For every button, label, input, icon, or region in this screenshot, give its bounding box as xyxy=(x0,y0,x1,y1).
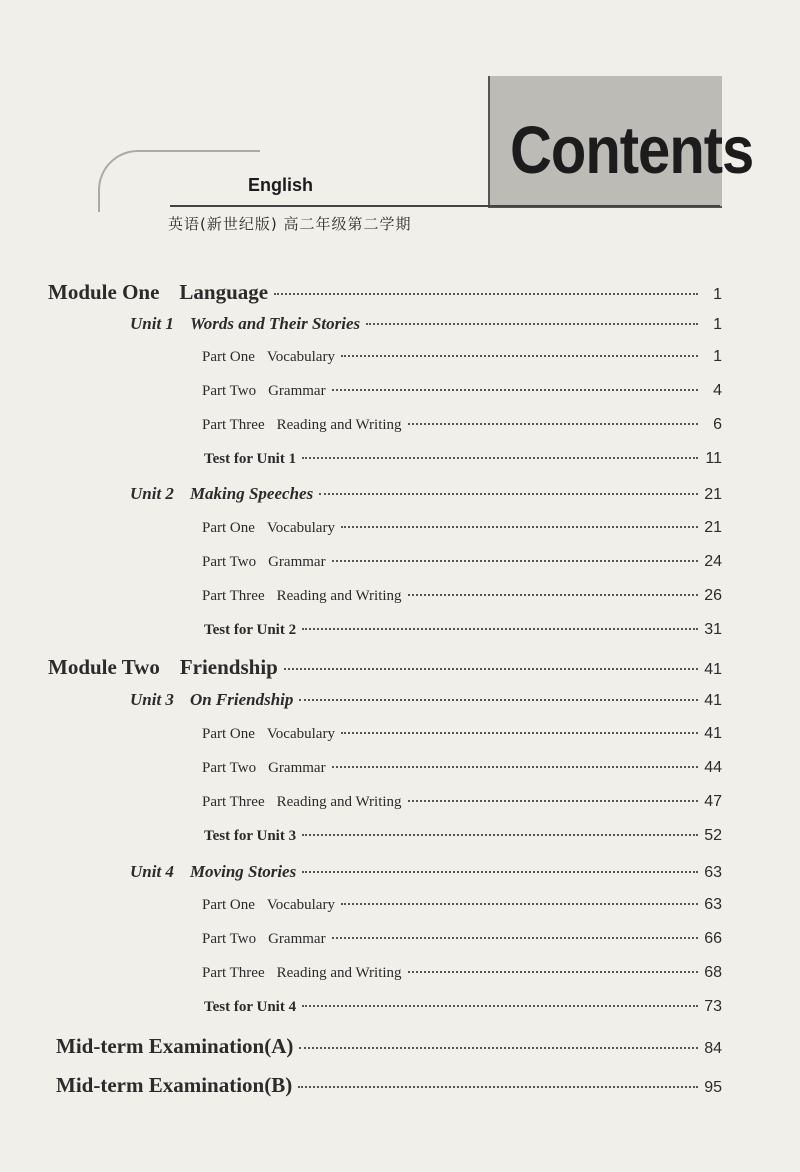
toc-entry-label xyxy=(202,794,402,811)
dot-leader xyxy=(408,971,698,973)
toc-entry-name: Part One xyxy=(202,349,255,365)
page-number: 21 xyxy=(704,519,722,536)
toc-entry-name: Test for Unit 4 xyxy=(204,999,297,1015)
dot-leader xyxy=(408,594,698,596)
dot-leader xyxy=(341,355,698,357)
toc-entry-title: Vocabulary xyxy=(266,349,335,365)
toc-entry-name: Part Three xyxy=(202,417,265,433)
dot-leader xyxy=(302,1005,698,1007)
toc-entry-part xyxy=(202,519,722,537)
toc-entry-label xyxy=(202,520,335,537)
toc-entry-label xyxy=(130,484,313,504)
toc-entry-label xyxy=(202,554,326,571)
toc-entry-unit xyxy=(130,314,722,334)
toc-entry-name: Unit 1 xyxy=(130,314,174,333)
dot-leader xyxy=(298,1086,698,1088)
toc-entry-title: Vocabulary xyxy=(266,520,335,536)
toc-entry-title: Words and Their Stories xyxy=(189,314,361,333)
toc-entry-label xyxy=(130,314,360,334)
toc-entry-label xyxy=(202,897,335,914)
page-title: Contents xyxy=(510,113,754,188)
toc-entry-name: Part Three xyxy=(202,794,265,810)
toc-entry-label xyxy=(202,349,335,366)
toc-entry-name: Unit 3 xyxy=(130,690,174,709)
toc-entry-name: Module Two xyxy=(48,655,160,679)
toc-entry-part xyxy=(202,793,722,811)
toc-entry-title: Reading and Writing xyxy=(276,417,402,433)
toc-entry-label xyxy=(204,622,296,639)
toc-entry-name: Test for Unit 1 xyxy=(204,451,297,467)
toc-entry-exam xyxy=(56,1073,722,1098)
page-number: 68 xyxy=(704,964,722,981)
toc-entry-title: Moving Stories xyxy=(189,862,297,881)
toc-entry-name: Test for Unit 3 xyxy=(204,828,297,844)
toc-entry-name: Part Three xyxy=(202,965,265,981)
toc-entry-test xyxy=(204,998,722,1016)
toc-entry-title: Vocabulary xyxy=(266,726,335,742)
toc-entry-name: Part Two xyxy=(202,554,257,570)
toc-entry-label xyxy=(56,1073,292,1098)
toc-entry-test xyxy=(204,621,722,639)
toc-entry-label xyxy=(48,655,278,680)
toc-entry-name: Mid-term Examination(B) xyxy=(56,1073,293,1097)
toc-entry-label xyxy=(48,280,268,305)
toc-entry-label xyxy=(56,1034,293,1059)
toc-entry-name: Unit 2 xyxy=(130,484,174,503)
toc-entry-label xyxy=(202,760,326,777)
toc-entry-unit xyxy=(130,862,722,882)
toc-entry-label xyxy=(202,588,402,605)
toc-entry-title: Grammar xyxy=(268,931,326,947)
toc-entry-part xyxy=(202,553,722,571)
toc-entry-name: Part Two xyxy=(202,760,257,776)
page-number: 4 xyxy=(713,382,722,399)
page-number: 47 xyxy=(704,793,722,810)
toc-entry-name: Mid-term Examination(A) xyxy=(56,1034,294,1058)
dot-leader xyxy=(302,457,698,459)
toc-entry-label xyxy=(130,690,293,710)
page-number: 1 xyxy=(713,286,722,303)
toc-entry-part xyxy=(202,348,722,366)
toc-entry-test xyxy=(204,450,722,468)
toc-entry-exam xyxy=(56,1034,722,1059)
page-number: 73 xyxy=(704,998,722,1015)
book-subtitle: 英语(新世纪版) 高二年级第二学期 xyxy=(168,215,412,233)
toc-entry-title: Vocabulary xyxy=(266,897,335,913)
toc-entry-label xyxy=(204,999,296,1016)
header-divider xyxy=(170,205,720,207)
page-number: 84 xyxy=(704,1040,722,1057)
toc-entry-title: Grammar xyxy=(268,554,326,570)
subject-label: English xyxy=(248,175,314,195)
toc-entry-part xyxy=(202,382,722,400)
toc-entry-label xyxy=(204,828,296,845)
toc-entry-label xyxy=(202,383,326,400)
toc-entry-title: Reading and Writing xyxy=(276,794,402,810)
toc-entry-module xyxy=(48,655,722,680)
dot-leader xyxy=(319,493,698,495)
toc-entry-title: On Friendship xyxy=(189,690,294,709)
dot-leader xyxy=(341,526,698,528)
dot-leader xyxy=(332,389,698,391)
page-number: 24 xyxy=(704,553,722,570)
dot-leader xyxy=(332,937,698,939)
dot-leader xyxy=(332,560,698,562)
toc-entry-label xyxy=(202,965,402,982)
dot-leader xyxy=(302,834,698,836)
dot-leader xyxy=(341,903,698,905)
toc-entry-part xyxy=(202,587,722,605)
toc-entry-part xyxy=(202,416,722,434)
toc-entry-title: Grammar xyxy=(268,383,326,399)
dot-leader xyxy=(274,293,698,295)
toc-entry-name: Part One xyxy=(202,897,255,913)
toc-entry-label xyxy=(202,417,402,434)
header-decoration xyxy=(98,150,260,212)
toc-entry-label xyxy=(204,451,296,468)
page-number: 44 xyxy=(704,759,722,776)
toc-entry-name: Test for Unit 2 xyxy=(204,622,297,638)
dot-leader xyxy=(302,871,698,873)
page-number: 6 xyxy=(713,416,722,433)
toc-entry-title: Language xyxy=(179,280,269,304)
toc-entry-name: Unit 4 xyxy=(130,862,174,881)
dot-leader xyxy=(302,628,698,630)
toc-entry-part xyxy=(202,930,722,948)
page-header xyxy=(0,0,800,250)
page-number: 41 xyxy=(704,661,722,678)
toc-entry-label xyxy=(130,862,296,882)
page-number: 95 xyxy=(704,1079,722,1096)
toc-entry-name: Module One xyxy=(48,280,160,304)
dot-leader xyxy=(299,1047,698,1049)
toc-entry-title: Reading and Writing xyxy=(276,965,402,981)
dot-leader xyxy=(408,800,698,802)
dot-leader xyxy=(408,423,698,425)
page-number: 63 xyxy=(704,864,722,881)
toc-entry-name: Part One xyxy=(202,726,255,742)
page-number: 31 xyxy=(704,621,722,638)
dot-leader xyxy=(341,732,698,734)
page-number: 11 xyxy=(705,450,722,467)
toc-entry-name: Part Two xyxy=(202,383,257,399)
toc-entry-part xyxy=(202,896,722,914)
toc-entry-title: Grammar xyxy=(268,760,326,776)
page-number: 1 xyxy=(713,316,722,333)
toc-entry-label xyxy=(202,726,335,743)
toc-entry-title: Making Speeches xyxy=(189,484,314,503)
page-number: 52 xyxy=(704,827,722,844)
toc-entry-label xyxy=(202,931,326,948)
toc-entry-name: Part Three xyxy=(202,588,265,604)
toc-entry-test xyxy=(204,827,722,845)
page-number: 63 xyxy=(704,896,722,913)
page-number: 41 xyxy=(704,725,722,742)
dot-leader xyxy=(332,766,698,768)
toc-entry-title: Reading and Writing xyxy=(276,588,402,604)
page-number: 21 xyxy=(704,486,722,503)
page-number: 66 xyxy=(704,930,722,947)
dot-leader xyxy=(366,323,698,325)
toc-entry-name: Part One xyxy=(202,520,255,536)
toc-entry-title: Friendship xyxy=(179,655,278,679)
toc-entry-unit xyxy=(130,484,722,504)
page-number: 26 xyxy=(704,587,722,604)
toc-entry-part xyxy=(202,964,722,982)
toc-entry-part xyxy=(202,725,722,743)
dot-leader xyxy=(284,668,698,670)
page-number: 41 xyxy=(704,692,722,709)
toc-entry-module xyxy=(48,280,722,305)
toc-entry-part xyxy=(202,759,722,777)
dot-leader xyxy=(299,699,698,701)
toc-entry-unit xyxy=(130,690,722,710)
page-number: 1 xyxy=(713,348,722,365)
toc-entry-name: Part Two xyxy=(202,931,257,947)
